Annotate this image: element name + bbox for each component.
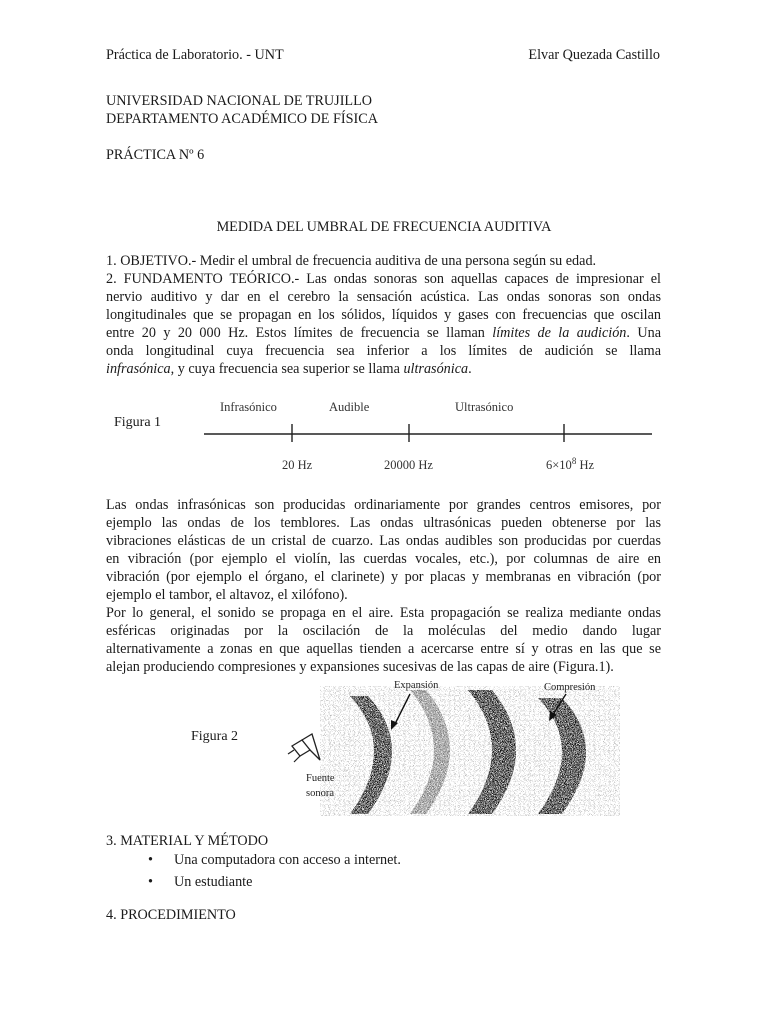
tick-label-20000hz: 20000 Hz	[384, 458, 433, 472]
audition-limits-term: límites de la audición	[492, 325, 627, 341]
p4-line-1: Por lo general, el sonido se propaga en el aire. Esta propagación se realiza mediante ondas	[106, 605, 661, 621]
region-audible-label: Audible	[329, 400, 370, 414]
compression-label: Compresión	[544, 682, 596, 693]
tick-label-20hz: 20 Hz	[282, 458, 313, 472]
p3-line-3: vibraciones elásticas de un cristal de cuarzo. Las ondas audibles son producidas por cuerdas	[106, 533, 661, 549]
tick-label-6e8hz: $6\times 10^8$ Hz	[546, 456, 595, 472]
paragraph-wave-types	[106, 496, 661, 676]
p4-line-4: alejan produciendo compresiones y expansiones sucesivas de las capas de aire (Figura.1).	[106, 659, 614, 675]
region-infrasonic-label: Infrasónico	[220, 400, 277, 414]
practice-number: PRÁCTICA Nº 6	[106, 147, 205, 163]
sound-wave-diagram	[280, 676, 620, 818]
p3-line-4: en vibración (por ejemplo el violín, las cuerdas vocales, etc.), por columnas de aire en	[106, 551, 661, 567]
section-procedure-heading: 4. PROCEDIMIENTO	[106, 907, 236, 923]
theory-line-5: onda longitudinal cuya frecuencia sea inferior a los límites de audición se llama	[106, 343, 661, 359]
theory-line-2: nervio auditivo y dar en el cerebro la sensación acústica. Las ondas sonoras son ondas	[106, 289, 661, 305]
p3-line-5: vibración (por ejemplo el órgano, el clarinete) y por placas y membranas en vibración (por	[106, 569, 661, 585]
p3-line-6: ejemplo el tambor, el altavoz, el xilófono).	[106, 587, 348, 603]
section-objective-theory	[106, 252, 661, 378]
department-name: DEPARTAMENTO ACADÉMICO DE FÍSICA	[106, 111, 378, 127]
theory-line-6: infrasónica, y cuya frecuencia sea superior se llama ultrasónica.	[106, 361, 472, 377]
theory-line-1: 2. FUNDAMENTO TEÓRICO.- Las ondas sonoras son aquellas capaces de impresionar el	[106, 271, 661, 287]
p4-line-2: esféricas originadas por la oscilación de la moléculas del medio dando lugar	[106, 623, 661, 639]
list-item: • Un estudiante	[148, 871, 401, 893]
region-ultrasonic-label: Ultrasónico	[455, 400, 514, 414]
source-label-line1: Fuente	[306, 773, 335, 784]
theory-line-3: longitudinales que se propagan en los sólidos, líquidos y gases con frecuencias que oscilan	[106, 307, 661, 323]
source-label-line2: sonora	[306, 788, 334, 799]
figure1-label: Figura 1	[114, 415, 162, 430]
materials-list	[148, 849, 401, 893]
page-title: MEDIDA DEL UMBRAL DE FRECUENCIA AUDITIVA	[216, 219, 552, 235]
section-materials-heading: 3. MATERIAL Y MÉTODO	[106, 833, 269, 849]
p4-line-3: alternativamente a zonas en que aquellas tienden a acercarse entre sí y otras en las que se	[106, 641, 661, 657]
infrasonic-term: infrasónica	[106, 361, 171, 377]
ultrasonic-term: ultrasónica	[403, 361, 469, 377]
theory-line-4: entre 20 y 20 000 Hz. Estos límites de frecuencia se llaman límites de la audición. Una	[106, 325, 661, 341]
list-item: • Una computadora con acceso a internet.	[148, 849, 401, 871]
speaker-icon	[288, 734, 320, 762]
expansion-label: Expansión	[394, 680, 439, 691]
p3-line-2: ejemplo las ondas de los temblores. Las ondas ultrasónicas pueden obtenerse por las	[106, 515, 661, 531]
university-name: UNIVERSIDAD NACIONAL DE TRUJILLO	[106, 93, 372, 109]
p3-line-1: Las ondas infrasónicas son producidas ordinariamente por grandes centros emisores, por	[106, 497, 661, 513]
header-right: Elvar Quezada Castillo	[528, 47, 660, 63]
header-left: Práctica de Laboratorio. - UNT	[106, 47, 284, 63]
objective-line: 1. OBJETIVO.- Medir el umbral de frecuencia auditiva de una persona según su edad.	[106, 253, 597, 269]
figure2-label: Figura 2	[191, 729, 239, 744]
frequency-spectrum-diagram	[196, 380, 660, 492]
